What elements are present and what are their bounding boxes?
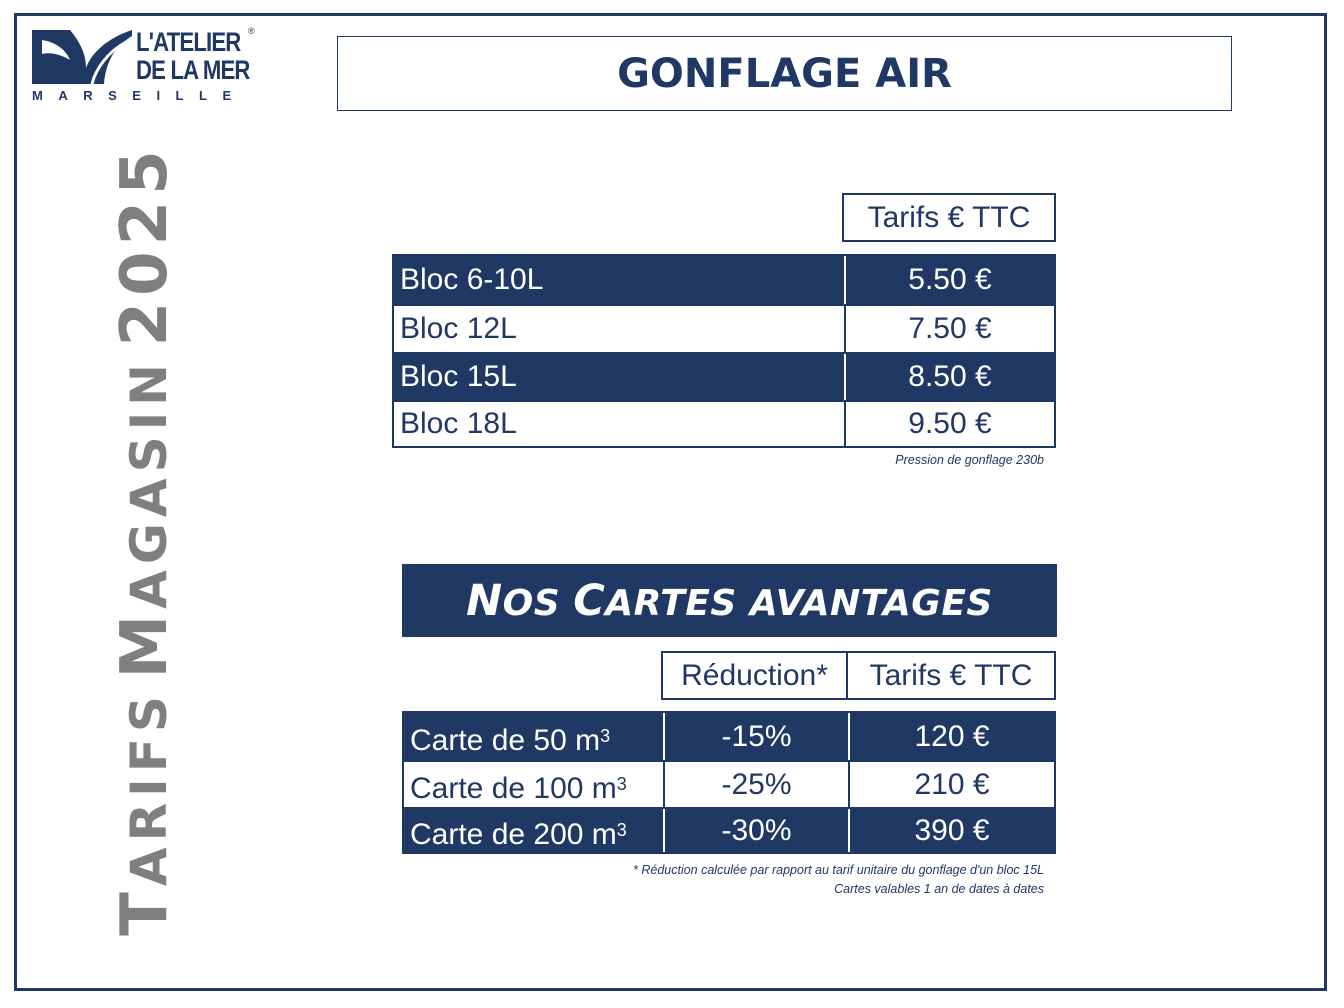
- banner-text: NOS CARTES AVANTAGES: [466, 575, 993, 626]
- row-price: 8.50 €: [844, 354, 1054, 400]
- vertical-word2-initial: M: [108, 608, 182, 679]
- carte-label: Carte de 50 m $^3$: [410, 723, 611, 757]
- carte-label: Carte de 200 m $^3$: [410, 817, 627, 851]
- logo-text-line1: L'ATELIER: [136, 27, 241, 57]
- carte-price: 390 €: [848, 809, 1054, 852]
- row-label: Bloc 18L: [400, 407, 517, 440]
- row-label: Bloc 6-10L: [400, 263, 544, 296]
- cartes-tarifs-header: Tarifs € TTC: [846, 651, 1056, 700]
- vertical-word2-rest: AGASIN: [120, 357, 178, 609]
- validity-note: Cartes valables 1 an de dates à dates: [834, 882, 1044, 896]
- table-row: [394, 352, 1054, 400]
- table-row: [394, 304, 1054, 352]
- logo: [30, 28, 260, 104]
- cartes-banner: [402, 564, 1057, 637]
- title-box: [337, 36, 1232, 111]
- reduction-note: * Réduction calculée par rapport au tarif unitaire du gonflage d'un bloc 15L: [633, 863, 1044, 877]
- row-price: 9.50 €: [844, 402, 1054, 446]
- table-row: [404, 760, 1054, 807]
- vertical-side-title: [108, 144, 182, 936]
- tarifs-header: Tarifs € TTC: [842, 193, 1056, 242]
- carte-price: 120 €: [848, 713, 1054, 760]
- row-price: 5.50 €: [844, 256, 1054, 304]
- vertical-word1-initial: T: [108, 886, 182, 936]
- cartes-notes: [633, 861, 1044, 899]
- logo-text-line2: DE LA MER: [136, 55, 250, 85]
- table-row: [404, 807, 1054, 852]
- tarifs-table: [392, 254, 1056, 448]
- row-price: 7.50 €: [844, 306, 1054, 352]
- vertical-year: 2025: [108, 144, 182, 347]
- carte-label: Carte de 100 m $^3$: [410, 771, 627, 805]
- vertical-word1-rest: ARIFS: [120, 690, 178, 887]
- carte-price: 210 €: [848, 762, 1054, 807]
- row-label: Bloc 12L: [400, 312, 517, 345]
- table-row: [394, 256, 1054, 304]
- registered-mark: ®: [248, 26, 255, 36]
- pressure-note: Pression de gonflage 230b: [895, 453, 1044, 467]
- reduction-header: Réduction*: [661, 651, 848, 700]
- page-title: GONFLAGE AIR: [617, 50, 952, 97]
- cartes-table: [402, 711, 1056, 854]
- whale-tail-logo-icon: [30, 28, 134, 86]
- logo-text-city: MARSEILLE: [32, 88, 247, 103]
- table-row: [394, 400, 1054, 446]
- carte-reduction: -15%: [663, 713, 848, 760]
- row-label: Bloc 15L: [400, 360, 517, 393]
- carte-reduction: -25%: [663, 762, 848, 807]
- carte-reduction: -30%: [663, 809, 848, 852]
- table-row: [404, 713, 1054, 760]
